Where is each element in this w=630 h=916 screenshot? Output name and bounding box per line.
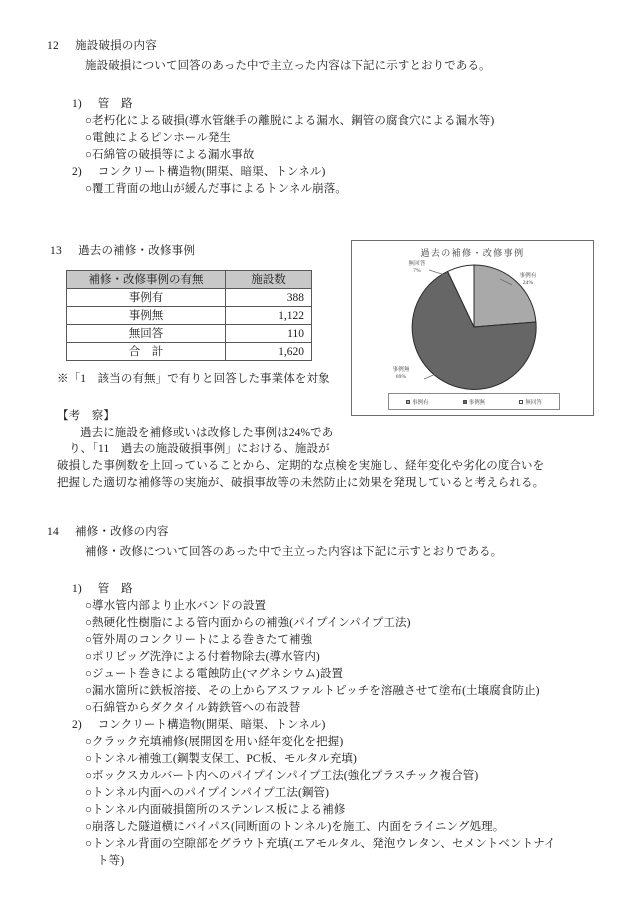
list-item: ○ジュート巻きによる電蝕防止(マグネシウム)設置	[85, 668, 344, 680]
legend-swatch-icon	[406, 400, 410, 404]
chart-legend	[388, 393, 560, 410]
consideration-heading: 【考 察】	[57, 410, 115, 422]
table-row	[67, 289, 312, 307]
legend-label: 無回答	[525, 399, 542, 406]
pie-label-name: 事例無	[392, 367, 410, 373]
table-head	[67, 271, 312, 289]
pie-label-pct: 69%	[395, 374, 407, 380]
table-cell-label: 事例有	[67, 289, 226, 307]
marker-text: 2)	[72, 166, 82, 178]
pie-label-mukaitou	[396, 261, 438, 275]
marker-text: 1)	[72, 98, 82, 110]
section-12-number: 12	[47, 40, 59, 52]
pie-label-pct: 24%	[522, 280, 534, 286]
marker-text: 1)	[72, 583, 82, 595]
table-cell-value: 1,620	[226, 343, 312, 361]
section-13-number: 13	[50, 245, 62, 257]
table-cell-label: 事例無	[67, 307, 226, 325]
legend-label: 事例有	[412, 399, 429, 406]
section-14-lead: 補修・改修について回答のあった中で主立った内容は下記に示すとおりである。	[85, 546, 503, 558]
list-item: ○ボックスカルバート内へのパイプインパイプ工法(強化プラスチック複合管)	[85, 770, 479, 782]
list-item: ○崩落した隧道横にバイパス(同断面のトンネル)を施工、内面をライニング処理。	[85, 821, 505, 833]
list-item: ○ポリピッグ洗浄による付着物除去(導水管内)	[85, 651, 320, 663]
section-12-group-2-marker	[72, 164, 325, 180]
table-cell-value: 1,122	[226, 307, 312, 325]
list-item: ○老朽化による破損(導水管継手の離脱による漏水、鋼管の腐食穴による漏水等)	[85, 115, 495, 127]
group-label: コンクリート構造物(開渠、暗渠、トンネル)	[97, 719, 326, 731]
table-note: ※「1 該当の有無」で有りと回答した事業体を対象	[57, 373, 330, 385]
section-14-number: 14	[47, 526, 59, 538]
pie-label-pct: 7%	[413, 268, 421, 274]
section-14-group-1-marker	[72, 581, 133, 597]
consideration-line: 過去に施設を補修或いは改修した事例は24%であ	[80, 427, 334, 439]
section-13-title: 過去の補修・改修事例	[78, 245, 196, 257]
list-item: ○管外周のコンクリートによる巻きたて補強	[85, 634, 313, 646]
legend-item-jireinashi	[463, 398, 485, 406]
repair-cases-table-wrap	[66, 270, 312, 361]
table-cell-label: 無回答	[67, 325, 226, 343]
legend-label: 事例無	[468, 399, 486, 406]
consideration-line: 破損した事例数を上回っていることから、定期的な点検を実施し、経年変化や劣化の度合いを	[57, 460, 545, 472]
pie-chart-svg	[352, 241, 595, 417]
group-label: 管 路	[97, 98, 133, 110]
list-item: ○トンネル背面の空隙部をグラウト充填(エアモルタル、発泡ウレタン、セメントベントナイ	[85, 838, 556, 850]
marker-text: 2)	[72, 719, 82, 731]
table-row	[67, 307, 312, 325]
group-label: コンクリート構造物(開渠、暗渠、トンネル)	[97, 166, 326, 178]
section-14-group-2-marker	[72, 717, 325, 733]
list-item: ○トンネル内面破損箇所のステンレス板による補修	[85, 804, 346, 816]
list-item-continuation: ト等)	[97, 855, 125, 867]
section-12-group-1-marker	[72, 96, 133, 112]
list-item: ○クラック充填補修(展開図を用い経年変化を把握)	[85, 736, 344, 748]
list-item: ○トンネル内面へのパイプインパイプ工法(鋼管)	[85, 787, 330, 799]
table-header-cell: 施設数	[226, 271, 312, 289]
consideration-line: 把握した適切な補修等の実施が、破損事故等の未然防止に効果を発現していると考えられる。	[57, 477, 545, 489]
section-13-heading	[50, 243, 195, 259]
table-cell-value: 388	[226, 289, 312, 307]
pie-label-name: 無回答	[408, 261, 426, 267]
list-item: ○覆工背面の地山が緩んだ事によるトンネル崩落。	[85, 183, 347, 195]
legend-item-mukaitou	[519, 398, 541, 406]
chart-title: 過去の補修・改修事例	[420, 248, 525, 258]
list-item: ○電蝕によるピンホール発生	[85, 132, 232, 144]
list-item: ○石綿管からダクタイル鋳鉄管への布設替	[85, 702, 301, 714]
table-row	[67, 325, 312, 343]
repair-cases-table	[66, 270, 312, 361]
table-cell-label: 合 計	[67, 343, 226, 361]
table-cell-value: 110	[226, 325, 312, 343]
pie-label-jireiari	[507, 273, 549, 287]
legend-item-jireiari	[406, 398, 428, 406]
section-12-lead: 施設破損について回答のあった中で主立った内容は下記に示すとおりである。	[85, 60, 491, 72]
pie-label-name: 事例有	[519, 273, 537, 279]
list-item: ○熱硬化性樹脂による管内面からの補強(パイプインパイプ工法)	[85, 617, 411, 629]
pie-label-jireinashi	[380, 367, 422, 381]
table-row	[67, 343, 312, 361]
list-item: ○漏水箇所に鉄板溶接、その上からアスファルトピッチを溶融させて塗布(土壌腐食防止)	[85, 685, 540, 697]
table-header-cell: 補修・改修事例の有無	[67, 271, 226, 289]
section-14-title: 補修・改修の内容	[75, 526, 169, 538]
section-12-heading	[47, 38, 157, 54]
section-12-title: 施設破損の内容	[75, 40, 157, 52]
pie-chart	[351, 240, 594, 416]
table-header-row	[67, 271, 312, 289]
table-body	[67, 289, 312, 361]
list-item: ○トンネル補強工(鋼製支保工、PC板、モルタル充填)	[85, 753, 357, 765]
legend-swatch-icon	[519, 400, 523, 404]
legend-swatch-icon	[463, 400, 467, 404]
list-item: ○石綿管の破損等による漏水事故	[85, 149, 255, 161]
group-label: 管 路	[97, 583, 133, 595]
consideration-line: り、「11 過去の施設破損事例」における、施設が	[69, 443, 330, 455]
section-14-heading	[47, 524, 169, 540]
list-item: ○導水管内部より止水バンドの設置	[85, 600, 267, 612]
